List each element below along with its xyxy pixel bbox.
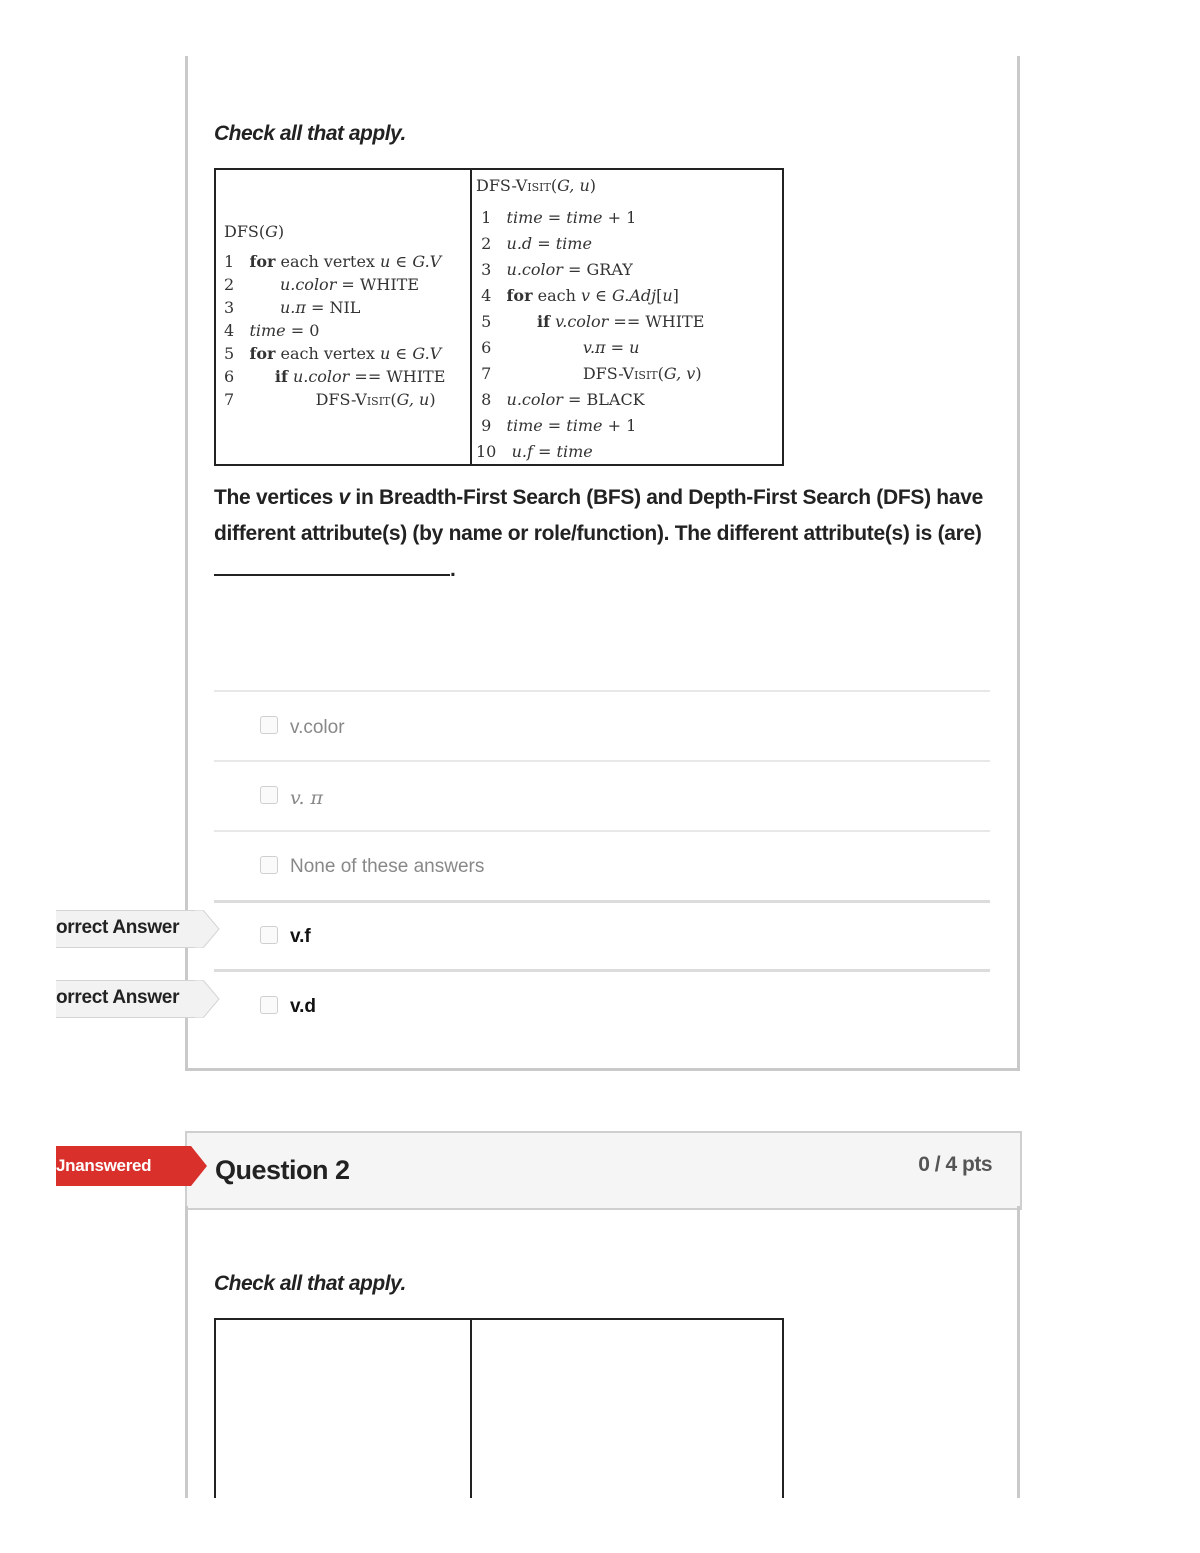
correct-answer-tag [56, 910, 220, 946]
dfs-line-1: 1 for each vertex u ∈ G.V [224, 252, 442, 271]
question2-figure-divider [470, 1320, 472, 1510]
answer-label-v-color: v.color [290, 717, 345, 738]
dfs-line-2: 2 u.color = WHITE [224, 275, 419, 294]
dfs-visit-line-2: 2 u.d = time [476, 234, 592, 253]
question2-card-left-border [185, 1206, 188, 1498]
dfs-visit-line-10: 10 u.f = time [476, 442, 593, 461]
answer-checkbox-none[interactable] [260, 856, 278, 874]
dfs-visit-line-6: 6 v.π = u [476, 338, 640, 357]
dfs-visit-line-7: 7 DFS-Visit(G, v) [476, 364, 702, 383]
dfs-line-7: 7 DFS-Visit(G, u) [224, 390, 436, 409]
correct-answer-tag [56, 980, 220, 1016]
dfs-visit-line-9: 9 time = time + 1 [476, 416, 637, 435]
dfs-visit-title: DFS-Visit(G, u) [476, 176, 597, 195]
question2-card-right-border [1017, 1206, 1020, 1498]
dfs-visit-line-4: 4 for each v ∈ G.Adj[u] [476, 286, 679, 305]
answer-separator [214, 760, 990, 762]
dfs-visit-line-3: 3 u.color = GRAY [476, 260, 633, 279]
statement-text-2: in Breadth-First Search (BFS) and Depth-First Search (DFS) have different attribute(s) (by name or role/function). The different attribute(s) is (are) [214, 486, 983, 545]
answer-label-v-d: v.d [290, 996, 317, 1017]
statement-end: . [450, 558, 456, 581]
answer-checkbox-v-f[interactable] [260, 926, 278, 944]
question2-figure [214, 1318, 784, 1510]
answer-separator [214, 830, 990, 832]
question2-points: 0 / 4 pts [918, 1153, 992, 1176]
question1-instruction: Check all that apply. [214, 122, 406, 145]
answer-checkbox-v-color[interactable] [260, 716, 278, 734]
statement-var: v [338, 486, 350, 509]
answer-label-v-pi: v. π [290, 787, 324, 809]
dfs-line-3: 3 u.π = NIL [224, 298, 361, 317]
question2-title: Question 2 [215, 1155, 350, 1185]
dfs-line-4: 4 time = 0 [224, 321, 320, 340]
answer-label-v-f: v.f [290, 926, 311, 947]
tag-arrow-icon [195, 910, 221, 948]
tag-arrow-icon [189, 1146, 209, 1186]
statement-text-1: The vertices [214, 486, 339, 509]
question1-statement [214, 480, 984, 588]
page-bottom-margin [0, 1498, 1200, 1553]
unanswered-tag [56, 1146, 208, 1186]
answer-separator [214, 690, 990, 692]
dfs-visit-line-8: 8 u.color = BLACK [476, 390, 645, 409]
unanswered-tag-text: Jnanswered [56, 1156, 152, 1175]
question1-card-bottom-border [185, 1068, 1020, 1071]
dfs-visit-line-1: 1 time = time + 1 [476, 208, 637, 227]
question2-header [185, 1131, 1022, 1210]
answer-checkbox-v-pi[interactable] [260, 786, 278, 804]
answer-separator [214, 900, 990, 903]
dfs-title: DFS(G) [224, 222, 285, 241]
dfs-line-5: 5 for each vertex u ∈ G.V [224, 344, 442, 363]
fill-blank [214, 556, 450, 576]
question2-instruction: Check all that apply. [214, 1272, 406, 1295]
dfs-visit-line-5: 5 if v.color == WHITE [476, 312, 705, 331]
answer-checkbox-v-d[interactable] [260, 996, 278, 1014]
pseudocode-figure [214, 168, 784, 466]
answer-separator [214, 969, 990, 972]
question1-card-right-border [1017, 56, 1020, 1071]
correct-answer-tag-text: orrect Answer [56, 917, 180, 938]
pseudocode-divider [470, 170, 472, 464]
tag-arrow-icon [195, 980, 221, 1018]
correct-answer-tag-text: orrect Answer [56, 987, 180, 1008]
dfs-line-6: 6 if u.color == WHITE [224, 367, 446, 386]
answer-label-none: None of these answers [290, 856, 485, 877]
